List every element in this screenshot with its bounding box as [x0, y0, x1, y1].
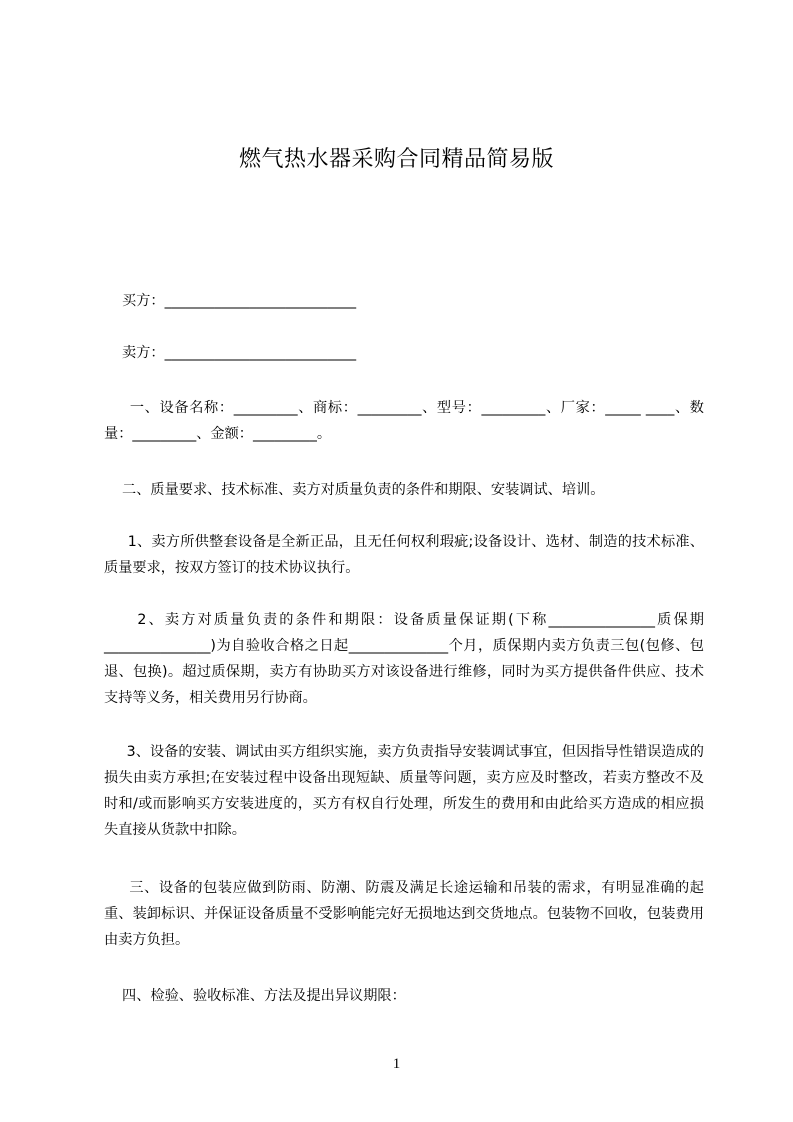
seller-line: 卖方：___________________________ [104, 345, 357, 361]
clause-inspection-heading: 四、检验、验收标准、方法及提出异议期限： [104, 988, 406, 1004]
page-number: 1 [392, 1056, 401, 1072]
clause-quality-heading: 二、质量要求、技术标准、卖方对质量负责的条件和期限、安装调试、培训。 [104, 482, 605, 498]
buyer-line: 买方：___________________________ [104, 293, 357, 309]
clause-quality-3: 3、设备的安装、调试由买方组织实施，卖方负责指导安装调试事宜，但因指导性错误造成的损失由卖方承担;在安装过程中设备出现短缺、质量等问题，卖方应及时整改，若卖方整改不及时和/或而影响买方安装进度的，买方有权自行处理，所发生的费用和由此给买方造成的相应损失直接从货款中扣除。 [104, 744, 704, 838]
clause-quality-2: 2、卖方对质量负责的条件和期限：设备质量保证期(下称_______________质保期_______________)为自验收合格之日起______________个月，质保期内卖方负责三包(包修、包退、包换)。超过质保期，卖方有协助买方对该设备进行维修，同时为买方提供备件供应、技术支持等义务，相关费用另行协商。 [104, 612, 704, 706]
document-title: 燃气热水器采购合同精品简易版 [238, 147, 554, 172]
clause-quality-1: 1、卖方所供整套设备是全新正品，且无任何权利瑕疵;设备设计、选材、制造的技术标准、质量要求，按双方签订的技术协议执行。 [104, 534, 704, 576]
clause-packaging: 三、设备的包装应做到防雨、防潮、防震及满足长途运输和吊装的需求，有明显准确的起重、装卸标识、并保证设备质量不受影响能完好无损地达到交货地点。包装物不回收，包装费用由卖方负担。 [104, 880, 704, 948]
clause-equipment-info: 一、设备名称：_________、商标：_________、型号：_________、厂家：_____ ____、数量：_________、金额：_________。 [104, 400, 704, 442]
